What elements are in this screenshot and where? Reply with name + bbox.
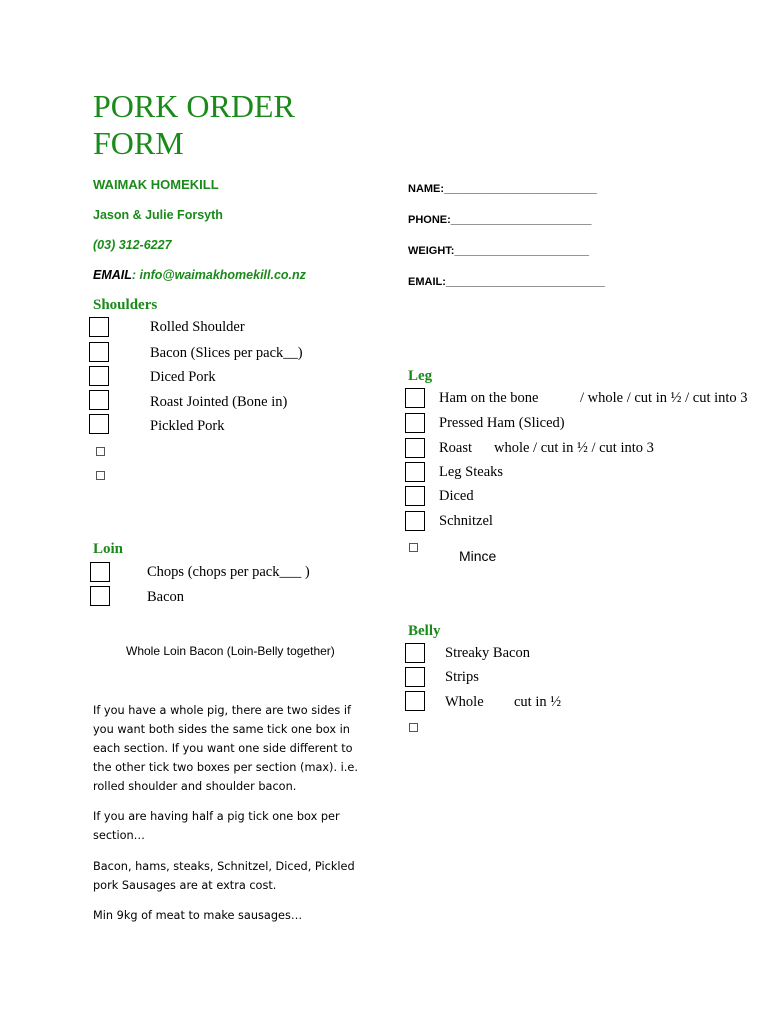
title-line-2: FORM — [93, 125, 184, 161]
leg-item: Ham on the bone — [439, 390, 539, 406]
loin-checkbox-1[interactable] — [90, 562, 110, 582]
note-half-pig: If you are having half a pig tick one box per section… — [93, 810, 340, 842]
mince-label: Mince — [459, 548, 497, 564]
leg-checkbox-4[interactable] — [405, 462, 425, 482]
ham-options: / whole / cut in ½ / cut into 3 — [580, 390, 748, 406]
shoulder-item: Rolled Shoulder — [150, 319, 245, 335]
leg-checkbox-5[interactable] — [405, 486, 425, 506]
note-whole-pig: If you have a whole pig, there are two sides if you want both sides the same tick one box in each section. If you want one side different to the other tick two boxes per section (max). i.e. rolled shoulder and shoulder bacon. — [93, 704, 358, 793]
owners-name: Jason & Julie Forsyth — [93, 208, 223, 222]
belly-item: Strips — [445, 669, 479, 685]
shoulder-extra-checkbox-1[interactable] — [96, 447, 105, 456]
company-name: WAIMAK HOMEKILL — [93, 177, 219, 192]
belly-extra-checkbox[interactable] — [409, 723, 418, 732]
loin-item: Chops (chops per pack___ ) — [147, 564, 310, 580]
belly-checkbox-3[interactable] — [405, 691, 425, 711]
shoulder-item: Bacon (Slices per pack__) — [150, 345, 303, 361]
note-extra-cost: Bacon, hams, steaks, Schnitzel, Diced, Pickled pork Sausages are at extra cost. — [93, 860, 355, 892]
loin-heading: Loin — [93, 541, 124, 557]
company-phone: (03) 312-6227 — [93, 238, 172, 252]
loin-item: Bacon — [147, 589, 185, 605]
leg-item: Pressed Ham (Sliced) — [439, 415, 565, 431]
leg-item: Roast — [439, 440, 473, 456]
phone-field[interactable]: PHONE:_______________________ — [408, 214, 592, 226]
belly-checkbox-1[interactable] — [405, 643, 425, 663]
shoulder-checkbox-5[interactable] — [89, 414, 109, 434]
roast-options: whole / cut in ½ / cut into 3 — [494, 440, 654, 456]
shoulder-extra-checkbox-2[interactable] — [96, 471, 105, 480]
shoulders-heading: Shoulders — [93, 297, 158, 313]
leg-item: Schnitzel — [439, 513, 493, 529]
shoulder-item: Pickled Pork — [150, 418, 225, 434]
leg-item: Leg Steaks — [439, 464, 504, 480]
note-sausages: Min 9kg of meat to make sausages… — [93, 909, 303, 922]
leg-item: Diced — [439, 488, 474, 504]
mince-checkbox[interactable] — [409, 543, 418, 552]
leg-checkbox-3[interactable] — [405, 438, 425, 458]
belly-item: Streaky Bacon — [445, 645, 530, 661]
leg-checkbox-2[interactable] — [405, 413, 425, 433]
belly-whole-option: cut in ½ — [514, 694, 562, 710]
belly-checkbox-2[interactable] — [405, 667, 425, 687]
email-label: EMAIL — [93, 268, 132, 282]
shoulder-checkbox-2[interactable] — [89, 342, 109, 362]
email-field[interactable]: EMAIL:__________________________ — [408, 276, 605, 288]
email-value: : info@waimakhomekill.co.nz — [131, 268, 306, 282]
leg-checkbox-6[interactable] — [405, 511, 425, 531]
belly-item: Whole — [445, 694, 484, 710]
shoulder-checkbox-3[interactable] — [89, 366, 109, 386]
company-email — [93, 268, 306, 282]
whole-loin-label: Whole Loin Bacon (Loin-Belly together) — [126, 644, 335, 658]
title-line-1: PORK ORDER — [93, 88, 295, 124]
shoulder-checkbox-1[interactable] — [89, 317, 109, 337]
leg-heading: Leg — [408, 368, 433, 384]
form-title — [93, 88, 295, 162]
weight-field[interactable]: WEIGHT:______________________ — [408, 245, 590, 257]
belly-heading: Belly — [408, 623, 441, 639]
loin-checkbox-2[interactable] — [90, 586, 110, 606]
shoulder-checkbox-4[interactable] — [89, 390, 109, 410]
shoulder-item: Diced Pork — [150, 369, 216, 385]
leg-checkbox-1[interactable] — [405, 388, 425, 408]
name-field[interactable]: NAME:_________________________ — [408, 183, 597, 195]
shoulder-item: Roast Jointed (Bone in) — [150, 394, 288, 410]
